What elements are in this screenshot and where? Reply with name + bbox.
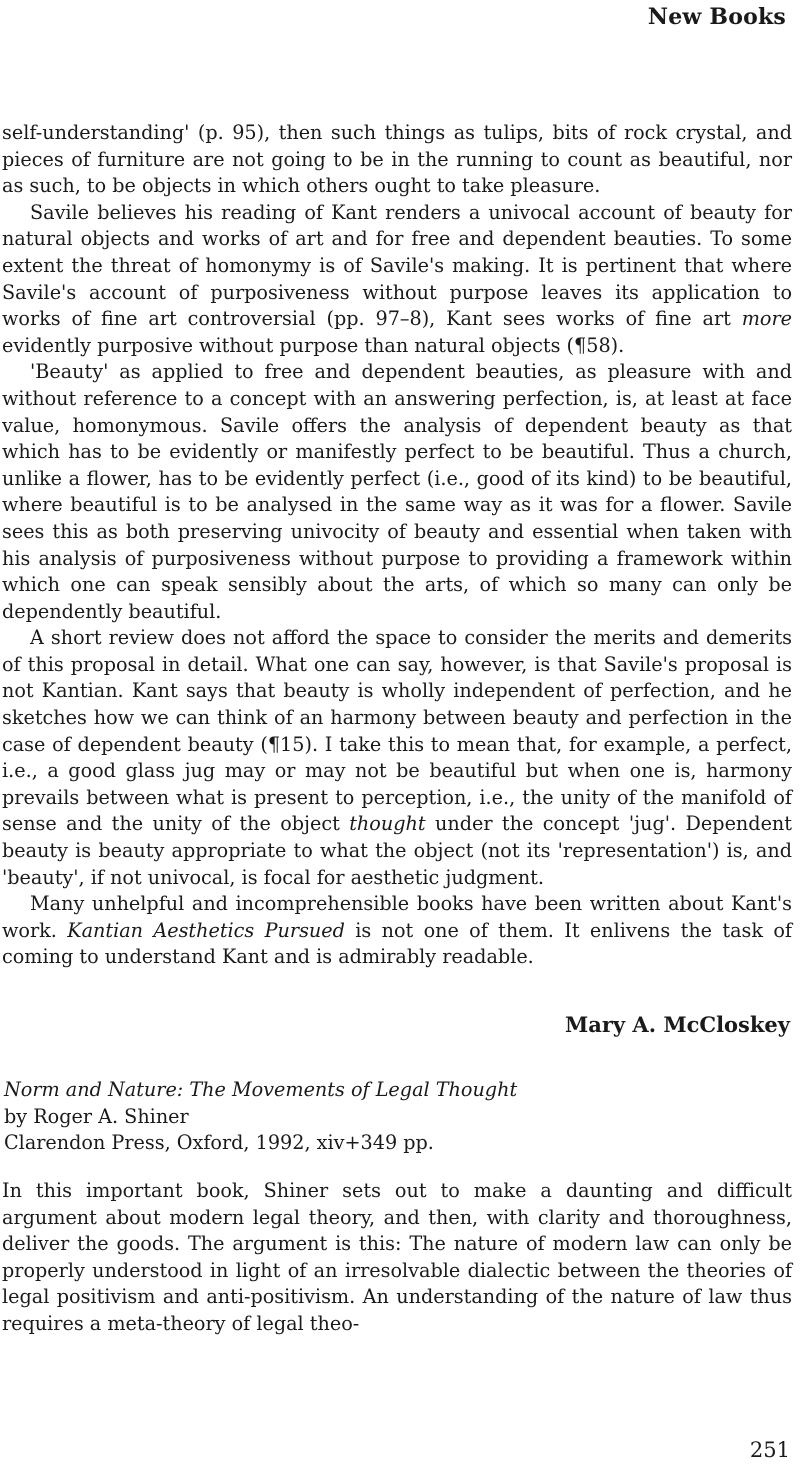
paragraph-2: Savile believes his reading of Kant renders a univocal account of beauty for natural objects and works of art and for free and dependent beauties. To some extent the threat of homonymy is of Savile's making. It is pertinent that where Savile's account of purposiveness without purpose leaves its application to works of fine art controversial (pp. 97–8), Kant sees works of fine art more evidently purposive without purpose than natural objects (¶58). (2, 200, 792, 357)
book-publisher: Clarendon Press, Oxford, 1992, xiv+349 pp. (4, 1131, 434, 1155)
book-header (4, 1077, 784, 1157)
paragraph-5: Many unhelpful and incomprehensible books have been written about Kant's work. Kantian Aesthetics Pursued is not one of them. It enlivens the task of coming to understand Kant and is admirably readable. (2, 892, 793, 969)
running-head: New Books (647, 4, 786, 30)
paragraph-3: 'Beauty' as applied to free and dependent beauties, as pleasure with and without reference to a concept with an answering perfection, is, at least at face value, homonymous. Savile offers the analysis of dependent beauty as that which has to be evidently or manifestly perfect to be beautiful. Thus a church, unlike a flower, has to be evidently perfect (i.e., good of its kind) to be beautiful, where beautiful is to be analysed in the same way as it was for a flower. Savile sees this as both preserving univocity of beauty and essential when taken with his analysis of purposiveness without purpose to providing a framework within which one can speak sensibly about the arts, of which so many can only be dependently beautiful. (2, 360, 792, 623)
emphasis-more: more (741, 307, 792, 331)
book-title-italic: Kantian Aesthetics Pursued (67, 918, 345, 942)
review-body-shiner (2, 1178, 792, 1338)
reviewer-signature: Mary A. McCloskey (564, 1012, 790, 1037)
paragraph-shiner-1: In this important book, Shiner sets out to make a daunting and difficult argument about modern legal theory, and then, with clarity and thoroughness, deliver the goods. The argument is this: The nature of modern law can only be properly understood in light of an irresolvable dialectic between the theories of legal positivism and anti-positivism. An understanding of the nature of law thus requires a meta-theory of legal theo- (2, 1179, 792, 1335)
book-title: Norm and Nature: The Movements of Legal Thought (4, 1078, 518, 1101)
page-number: 251 (749, 1438, 790, 1462)
paragraph-1: self-understanding' (p. 95), then such things as tulips, bits of rock crystal, and pieces of furniture are not going to be in the running to count as beautiful, nor as such, to be objects in which others ought to take pleasure. (2, 121, 792, 198)
emphasis-thought: thought (349, 812, 426, 836)
paragraph-4: A short review does not afford the space to consider the merits and demerits of this proposal in detail. What one can say, however, is that Savile's proposal is not Kantian. Kant says that beauty is wholly independent of perfection, and he sketches how we can think of an harmony between beauty and perfection in the case of dependent beauty (¶15). I take this to mean that, for example, a perfect, i.e., a good glass jug may or may not be beautiful but when one is, harmony prevails between what is present to perception, i.e., the unity of the manifold of sense and the unity of the object thought under the concept 'jug'. Dependent beauty is beauty appropriate to what the object (not its 'representation') is, and 'beauty', if not univocal, is focal for aesthetic judgment. (2, 626, 792, 889)
book-author: by Roger A. Shiner (4, 1104, 189, 1128)
review-body-kant (2, 120, 792, 971)
